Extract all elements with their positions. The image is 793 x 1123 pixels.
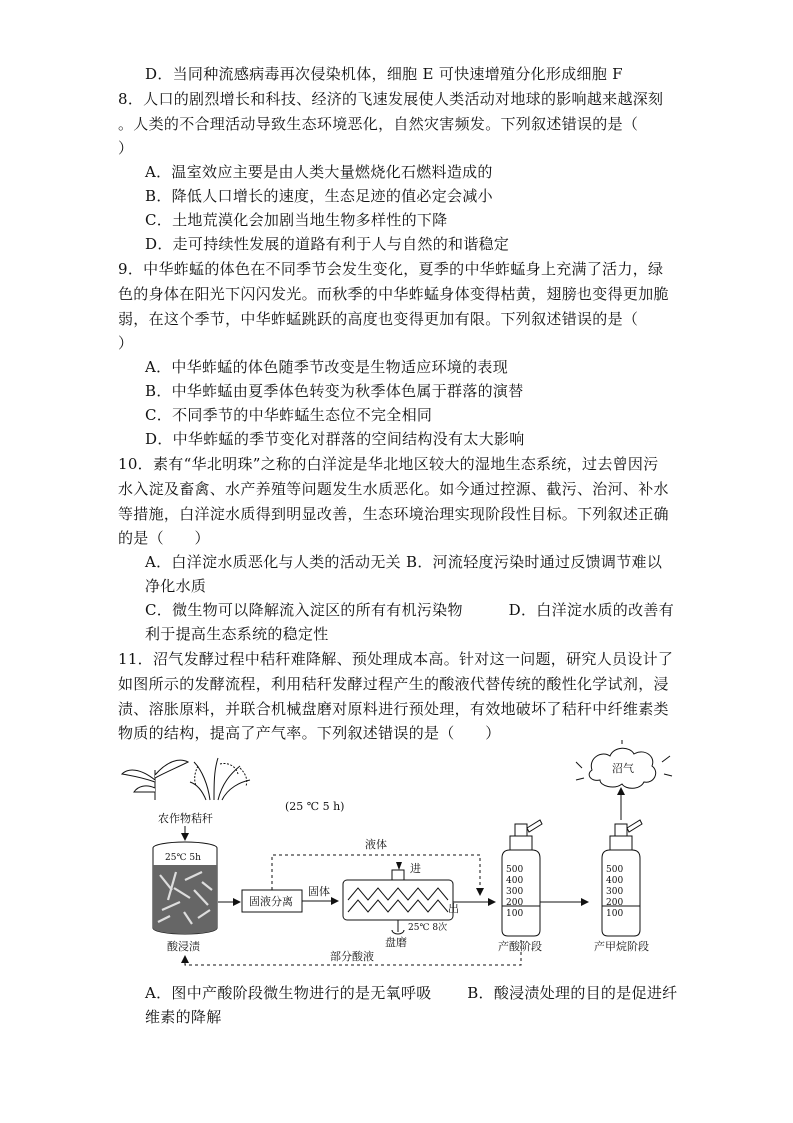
q10-options-ab-line-1: A．白洋淀水质恶化与人类的活动无关 B．河流轻度污染时通过反馈调节难以: [145, 553, 663, 571]
svg-text:500: 500: [606, 865, 624, 875]
biogas-process-figure: [110, 740, 690, 980]
q11-stem-line-2: 如图所示的发酵流程，利用秸秆发酵过程产生的酸液代替传统的酸性化学试剂，浸: [118, 675, 669, 693]
q9-option-c: C．不同季节的中华蚱蜢生态位不完全相同: [145, 406, 433, 424]
tank-condition-label: 25℃ 5h: [165, 853, 201, 863]
svg-text:300: 300: [506, 887, 524, 897]
acid-soak-label: 酸浸渍: [167, 940, 200, 953]
separation-label: 固液分离: [249, 895, 293, 908]
q11-options-ab-line-1: A．图中产酸阶段微生物进行的是无氧呼吸 B．酸浸渍处理的目的是促进纤: [145, 984, 678, 1002]
q7-option-d: D．当同种流感病毒再次侵染机体，细胞 E 可快速增殖分化形成细胞 F: [145, 65, 623, 83]
q9-stem-line-4: ）: [118, 334, 134, 352]
q10-stem-line-1: 10．素有“华北明珠”之称的白洋淀是华北地区较大的湿地生态系统，过去曾因污: [118, 455, 659, 473]
q10-options-ab-line-2: 净化水质: [145, 577, 207, 595]
q11-stem-line-4: 物质的结构，提高了产气率。下列叙述错误的是（ ）: [118, 724, 501, 742]
svg-text:200: 200: [506, 898, 524, 908]
q10-stem-line-2: 水入淀及畜禽、水产养殖等问题发生水质恶化。如今通过控源、截污、治河、补水: [118, 480, 669, 498]
q11-stem-line-1: 11．沼气发酵过程中秸秆难降解、预处理成本高。针对这一问题，研究人员设计了: [118, 650, 674, 668]
q8-option-b: B．降低人口增长的速度，生态足迹的值必定会减小: [145, 187, 493, 205]
liquid-label: 液体: [365, 838, 387, 851]
q8-stem-line-3: ）: [118, 139, 134, 157]
q10-options-cd-line-1: C．微生物可以降解流入淀区的所有有机污染物 D．白洋淀水质的改善有: [145, 601, 675, 619]
top-condition-label: (25 ℃ 5 h): [285, 800, 345, 813]
q8-option-a: A．温室效应主要是由人类大量燃烧化石燃料造成的: [145, 163, 493, 181]
methane-stage-label: 产甲烷阶段: [594, 940, 649, 953]
svg-text:500: 500: [506, 865, 524, 875]
q10-stem-line-4: 的是（ ）: [118, 529, 210, 547]
disc-mill-label: 盘磨: [385, 936, 407, 949]
biogas-label: 沼气: [612, 762, 634, 775]
q11-stem-line-3: 渍、溶胀原料，并联合机械盘磨对原料进行预处理，有效地破坏了秸秆中纤维素类: [118, 700, 669, 718]
svg-text:200: 200: [606, 898, 624, 908]
svg-text:100: 100: [606, 909, 624, 919]
q8-option-d: D．走可持续性发展的道路有利于人与自然的和谐稳定: [145, 235, 510, 253]
outlet-label: 出: [448, 902, 459, 915]
q9-option-a: A．中华蚱蜢的体色随季节改变是生物适应环境的表现: [145, 358, 509, 376]
seedling-icon: [122, 760, 188, 800]
svg-text:400: 400: [606, 876, 624, 886]
q9-stem-line-3: 弱，在这个季节，中华蚱蜢跳跃的高度也变得更加有限。下列叙述错误的是（: [118, 310, 639, 328]
mill-condition-label: 25℃ 8次: [408, 923, 448, 933]
q8-stem-line-2: 。人类的不合理活动导致生态环境恶化，自然灾害频发。下列叙述错误的是（: [118, 115, 639, 133]
q10-options-cd-line-2: 利于提高生态系统的稳定性: [145, 625, 329, 643]
acid-stage-label: 产酸阶段: [498, 940, 542, 953]
q9-option-d: D．中华蚱蜢的季节变化对群落的空间结构没有太大影响: [145, 430, 525, 448]
q11-options-ab-line-2: 维素的降解: [145, 1008, 222, 1026]
svg-text:100: 100: [506, 909, 524, 919]
q10-stem-line-3: 等措施，白洋淀水质得到明显改善，生态环境治理实现阶段性目标。下列叙述正确: [118, 505, 669, 523]
partial-acid-label: 部分酸液: [330, 950, 374, 963]
methane-stage-scale: [606, 865, 623, 919]
q8-stem-line-1: 8．人口的剧烈增长和科技、经济的飞速发展使人类活动对地球的影响越来越深刻: [118, 90, 664, 108]
rice-plant-icon: [190, 758, 250, 800]
q9-stem-line-1: 9．中华蚱蜢的体色在不同季节会发生变化，夏季的中华蚱蜢身上充满了活力，绿: [118, 260, 664, 278]
acid-stage-scale: [506, 865, 523, 919]
q9-option-b: B．中华蚱蜢由夏季体色转变为秋季体色属于群落的演替: [145, 382, 524, 400]
inlet-label: 进: [410, 862, 421, 875]
crop-straw-label: 农作物秸秆: [158, 812, 213, 825]
q9-stem-line-2: 色的身体在阳光下闪闪发光。而秋季的中华蚱蜢身体变得枯黄，翅膀也变得更加脆: [118, 285, 669, 303]
svg-text:300: 300: [606, 887, 624, 897]
q8-option-c: C．土地荒漠化会加剧当地生物多样性的下降: [145, 211, 448, 229]
svg-text:400: 400: [506, 876, 524, 886]
solid-label: 固体: [308, 885, 330, 898]
